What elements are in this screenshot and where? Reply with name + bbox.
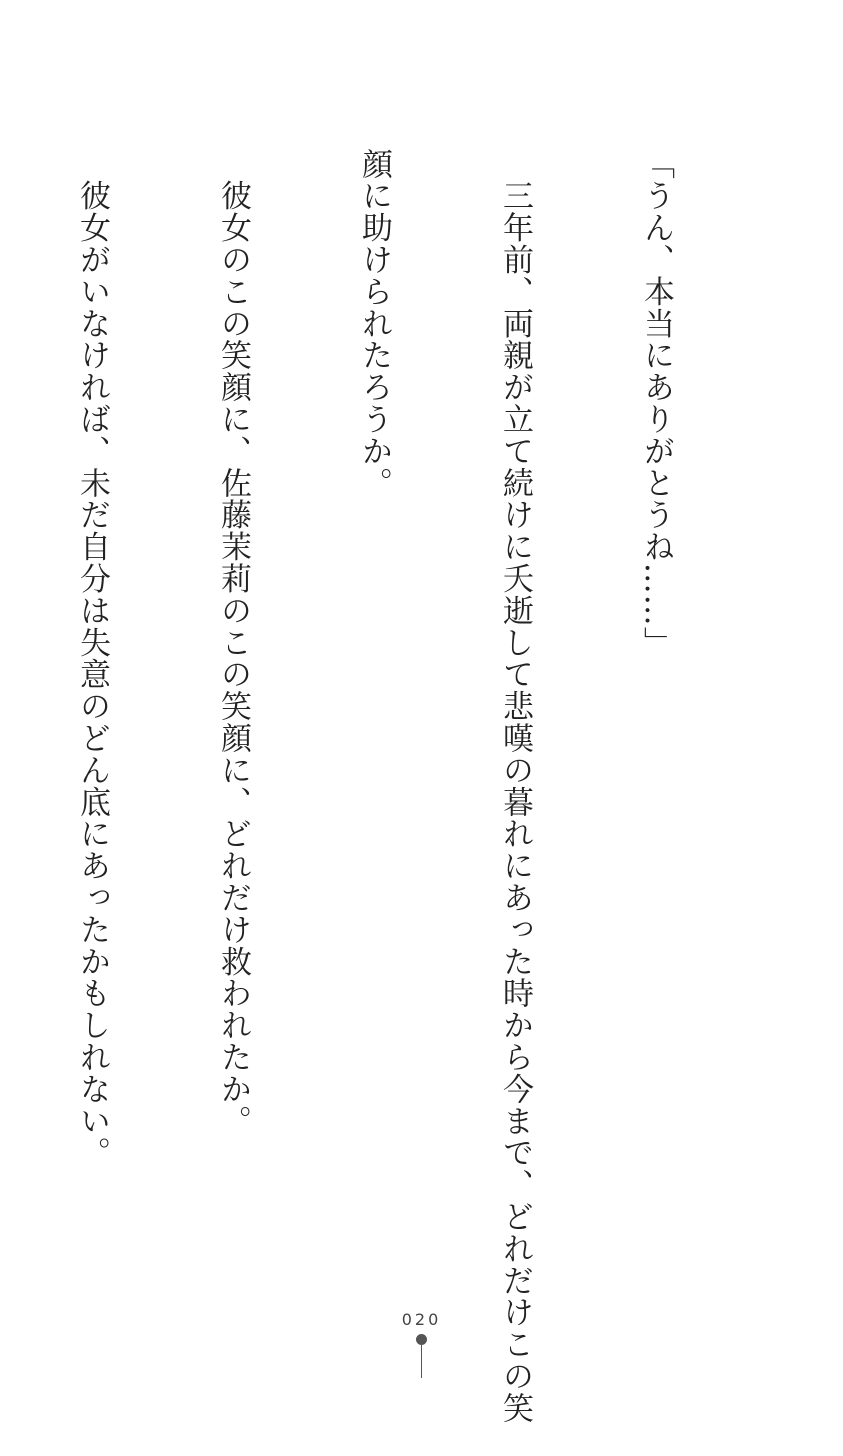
page-marker-line <box>421 1344 422 1378</box>
text-line: 彼女のこの笑顔に、佐藤茉莉のこの笑顔に、どれだけ救われたか。 <box>215 148 251 1137</box>
text-line: 彼女がいなければ、未だ自分は失意のどん底にあったかもしれない。 <box>74 148 110 1169</box>
text-line: 三年前、両親が立て続けに夭逝して悲嘆の暮れにあった時から今まで、どれだけこの笑 <box>497 148 533 1424</box>
text-line: 「うん、本当にありがとうね……」 <box>638 148 674 659</box>
text-line: 顔に助けられたろうか。 <box>356 148 392 499</box>
page-number: 020 <box>401 1310 442 1329</box>
